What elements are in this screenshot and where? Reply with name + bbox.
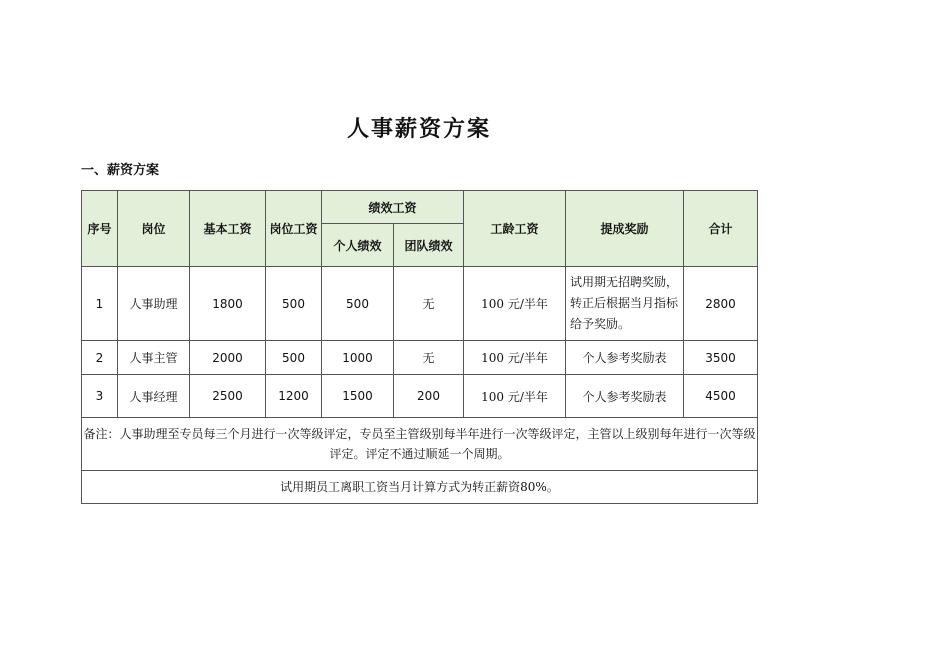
cell-perf-personal: 500 — [322, 267, 394, 341]
cell-base: 2500 — [190, 375, 266, 418]
document-title: 人事薪资方案 — [346, 116, 491, 142]
cell-commission: 个人参考奖励表 — [566, 341, 684, 375]
cell-seq: 1 — [82, 267, 118, 341]
header-total: 合计 — [684, 191, 758, 267]
header-perf-personal: 个人绩效 — [322, 224, 394, 267]
cell-base: 2000 — [190, 341, 266, 375]
cell-perf-team: 200 — [394, 375, 464, 418]
cell-commission: 试用期无招聘奖励，转正后根据当月指标给予奖励。 — [566, 267, 684, 341]
cell-commission: 个人参考奖励表 — [566, 375, 684, 418]
cell-seniority: 100 元/半年 — [464, 341, 566, 375]
table-row — [82, 341, 758, 375]
cell-total: 2800 — [684, 267, 758, 341]
cell-post: 500 — [266, 267, 322, 341]
cell-perf-personal: 1000 — [322, 341, 394, 375]
note-probation: 试用期员工离职工资当月计算方式为转正薪资80%。 — [82, 471, 758, 504]
cell-perf-team: 无 — [394, 267, 464, 341]
cell-seq: 2 — [82, 341, 118, 375]
cell-perf-team: 无 — [394, 341, 464, 375]
header-commission: 提成奖励 — [566, 191, 684, 267]
header-seniority: 工龄工资 — [464, 191, 566, 267]
cell-position: 人事主管 — [118, 341, 190, 375]
cell-perf-personal: 1500 — [322, 375, 394, 418]
cell-seniority: 100 元/半年 — [464, 267, 566, 341]
header-performance: 绩效工资 — [322, 191, 464, 224]
section-heading: 一、薪资方案 — [81, 163, 160, 178]
cell-seniority: 100 元/半年 — [464, 375, 566, 418]
header-seq: 序号 — [82, 191, 118, 267]
cell-post: 1200 — [266, 375, 322, 418]
salary-table — [81, 190, 758, 504]
table-row — [82, 375, 758, 418]
note-evaluation: 备注：人事助理至专员每三个月进行一次等级评定，专员至主管级别每半年进行一次等级评定，主管以上级别每年进行一次等级评定。评定不通过顺延一个周期。 — [82, 418, 758, 471]
cell-position: 人事经理 — [118, 375, 190, 418]
header-position: 岗位 — [118, 191, 190, 267]
cell-base: 1800 — [190, 267, 266, 341]
header-post-salary: 岗位工资 — [266, 191, 322, 267]
cell-post: 500 — [266, 341, 322, 375]
cell-total: 4500 — [684, 375, 758, 418]
cell-total: 3500 — [684, 341, 758, 375]
table-row — [82, 267, 758, 341]
header-base-salary: 基本工资 — [190, 191, 266, 267]
cell-seq: 3 — [82, 375, 118, 418]
cell-position: 人事助理 — [118, 267, 190, 341]
header-perf-team: 团队绩效 — [394, 224, 464, 267]
